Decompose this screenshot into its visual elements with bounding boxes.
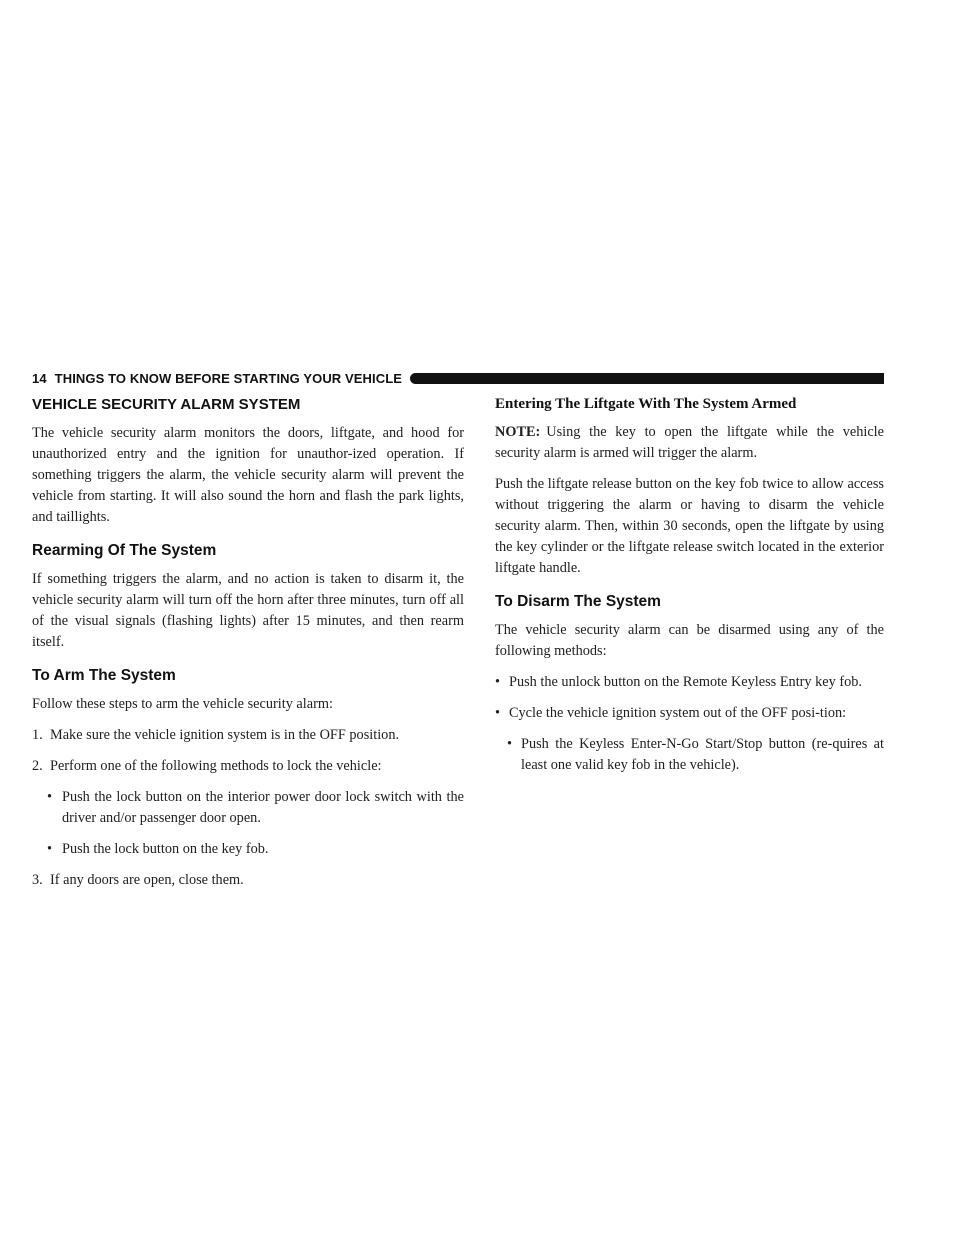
bullet-text: Push the Keyless Enter-N-Go Start/Stop button (re-quires at least one valid key fob in the vehicle). [521,736,884,773]
rearm-paragraph: If something triggers the alarm, and no action is taken to disarm it, the vehicle security alarm will turn off the horn after three minutes, turn off all of the visual signals (flashing lights) after 15 minutes, and then rearm itself. [32,571,464,650]
rearm-heading: Rearming Of The System [32,542,217,559]
section-heading: VEHICLE SECURITY ALARM SYSTEM [32,396,301,413]
header-rule [410,373,884,384]
step-text: If any doors are open, close them. [50,872,244,888]
bullet-text: Push the lock button on the key fob. [62,841,269,857]
step-2 [32,756,464,777]
disarm-bullet-1 [495,672,884,693]
step-3 [32,870,464,891]
arm-intro: Follow these steps to arm the vehicle security alarm: [32,696,333,712]
step-1 [32,725,464,746]
disarm-intro: The vehicle security alarm can be disarmed using any of the following methods: [495,622,884,659]
bullet-marker: • [495,674,501,690]
disarm-sub-bullet-1 [495,734,884,776]
liftgate-paragraph: Push the liftgate release button on the key fob twice to allow access without triggering the alarm or having to disarm the vehicle security alarm. Then, within 30 seconds, open the liftgate by using the key cylinder or the liftgate release switch located in the exterior liftgate handle. [495,476,884,576]
intro-paragraph: The vehicle security alarm monitors the doors, liftgate, and hood for unauthorized entry and the ignition for unauthor-ized operation. If something triggers the alarm, the vehicle security alarm will prevent the vehicle from starting. It will also sound the horn and flash the park lights, and taillights. [32,425,464,525]
step2-bullet-1 [32,787,464,829]
liftgate-heading: Entering The Liftgate With The System Armed [495,396,797,412]
disarm-heading: To Disarm The System [495,593,661,610]
bullet-marker: • [47,789,53,805]
step-text: Perform one of the following methods to lock the vehicle: [50,758,382,774]
page-header [32,368,884,388]
bullet-text: Push the lock button on the interior power door lock switch with the driver and/or passenger door open. [62,789,464,826]
page-number: 14 [32,370,47,386]
step-number: 2. [32,758,43,774]
note-label: NOTE: [495,424,541,440]
note-text: Using the key to open the liftgate while the vehicle security alarm is armed will trigger the alarm. [495,424,884,461]
right-column [495,390,884,786]
bullet-marker: • [507,736,513,752]
step2-bullet-2 [32,839,464,860]
bullet-marker: • [47,841,53,857]
note-paragraph [495,422,884,464]
arm-heading: To Arm The System [32,667,176,684]
bullet-marker: • [495,705,501,721]
chapter-title: THINGS TO KNOW BEFORE STARTING YOUR VEHICLE [54,370,403,386]
step-number: 3. [32,872,43,888]
bullet-text: Cycle the vehicle ignition system out of the OFF posi-tion: [509,705,847,721]
step-text: Make sure the vehicle ignition system is in the OFF position. [50,727,400,743]
left-column [32,390,464,901]
step-number: 1. [32,727,43,743]
disarm-bullet-2 [495,703,884,724]
bullet-text: Push the unlock button on the Remote Keyless Entry key fob. [509,674,863,690]
